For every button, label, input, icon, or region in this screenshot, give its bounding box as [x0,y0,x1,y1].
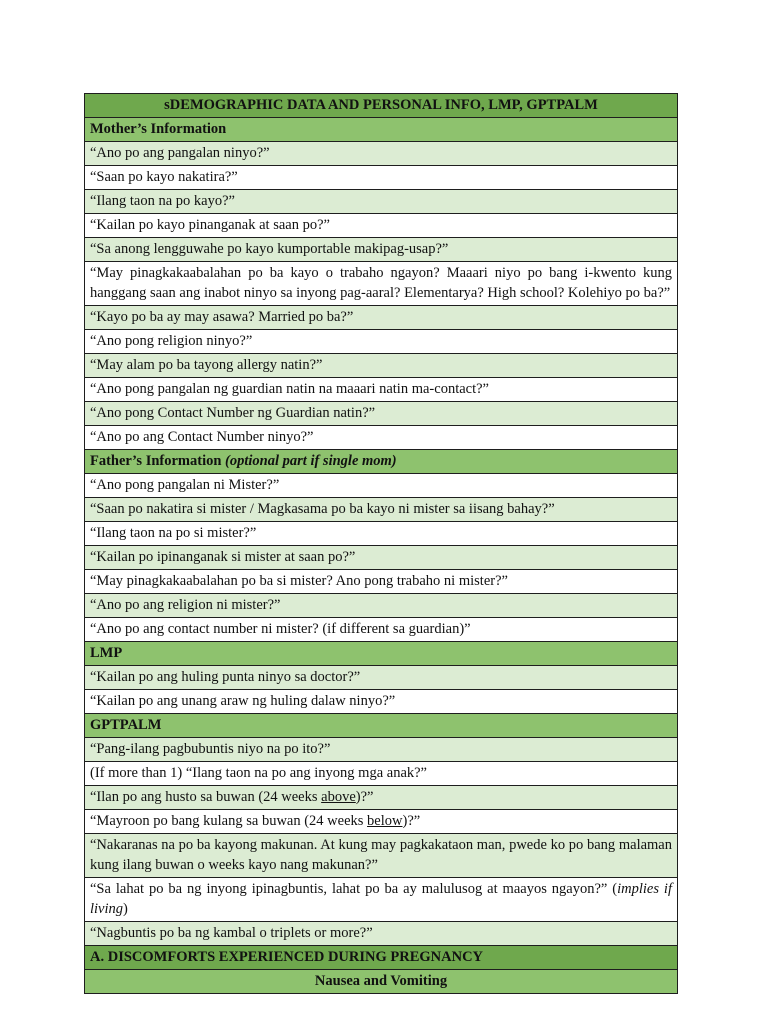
question-row: “May pinagkakaabalahan po ba si mister? Ano pong trabaho ni mister?” [85,570,678,594]
question-row: “Ano pong religion ninyo?” [85,330,678,354]
question-row: “Ilang taon na po kayo?” [85,190,678,214]
question-row: “Nagbuntis po ba ng kambal o triplets or more?” [85,922,678,946]
question-row: “Ano po ang pangalan ninyo?” [85,142,678,166]
section-heading-father [85,450,678,474]
question-row: “Kailan po ang unang araw ng huling dalaw ninyo?” [85,690,678,714]
question-row [85,878,678,922]
question-row: “Kailan po ang huling punta ninyo sa doctor?” [85,666,678,690]
question-row: “Ano po ang religion ni mister?” [85,594,678,618]
question-text-italic: implies if living [90,881,672,917]
question-row: (If more than 1) “Ilang taon na po ang inyong mga anak?” [85,762,678,786]
question-row: “Saan po nakatira si mister / Magkasama po ba kayo ni mister sa iisang bahay?” [85,498,678,522]
question-row: “Ano pong pangalan ng guardian natin na maaari natin ma-contact?” [85,378,678,402]
question-row: “Sa anong lengguwahe po kayo kumportable makipag-usap?” [85,238,678,262]
question-row: “Ilang taon na po si mister?” [85,522,678,546]
question-row: “Kayo po ba ay may asawa? Married po ba?” [85,306,678,330]
question-row [85,786,678,810]
question-text: “Mayroon po bang kulang sa buwan (24 weeks [90,813,368,829]
question-row: “May alam po ba tayong allergy natin?” [85,354,678,378]
question-row: “Ano pong Contact Number ng Guardian natin?” [85,402,678,426]
question-row [85,810,678,834]
question-text: “Ilan po ang husto sa buwan (24 weeks [90,789,322,805]
question-row: “Ano po ang contact number ni mister? (if different sa guardian)” [85,618,678,642]
question-text: )?” [402,813,421,829]
question-text: “Sa lahat po ba ng inyong ipinagbuntis, lahat po ba ay malulusog at maayos ngayon?” ( [90,881,618,897]
section-heading-father-note: (optional part if single mom) [225,453,397,469]
question-text-underlined: above [321,789,356,805]
section-heading-discomforts: A. DISCOMFORTS EXPERIENCED DURING PREGNANCY [85,946,678,970]
question-text-underlined: below [367,813,403,829]
question-row: “May pinagkakaabalahan po ba kayo o trabaho ngayon? Maaari niyo po bang i-kwento kung hanggang saan ang inabot ninyo sa inyong pag-aaral? Elementarya? High school? Kolehiyo po ba?” [85,262,678,306]
question-row: “Kailan po ipinanganak si mister at saan po?” [85,546,678,570]
question-row: “Kailan po kayo pinanganak at saan po?” [85,214,678,238]
question-row: “Ano pong pangalan ni Mister?” [85,474,678,498]
question-row: “Ano po ang Contact Number ninyo?” [85,426,678,450]
question-row: “Saan po kayo nakatira?” [85,166,678,190]
question-row: “Nakaranas na po ba kayong makunan. At kung may pagkakataon man, pwede ko po bang malaman kung ilang buwan o weeks kayo nang makunan?” [85,834,678,878]
question-text: ) [123,901,128,917]
subsection-heading-nausea: Nausea and Vomiting [85,970,678,994]
document-title: sDEMOGRAPHIC DATA AND PERSONAL INFO, LMP, GPTPALM [85,94,678,118]
section-heading-father-label: Father’s Information [90,453,226,469]
section-heading-lmp: LMP [85,642,678,666]
section-heading-mother: Mother’s Information [85,118,678,142]
question-row: “Pang-ilang pagbubuntis niyo na po ito?” [85,738,678,762]
section-heading-gptpalm: GPTPALM [85,714,678,738]
question-text: )?” [355,789,374,805]
interview-guide-table [84,93,678,994]
